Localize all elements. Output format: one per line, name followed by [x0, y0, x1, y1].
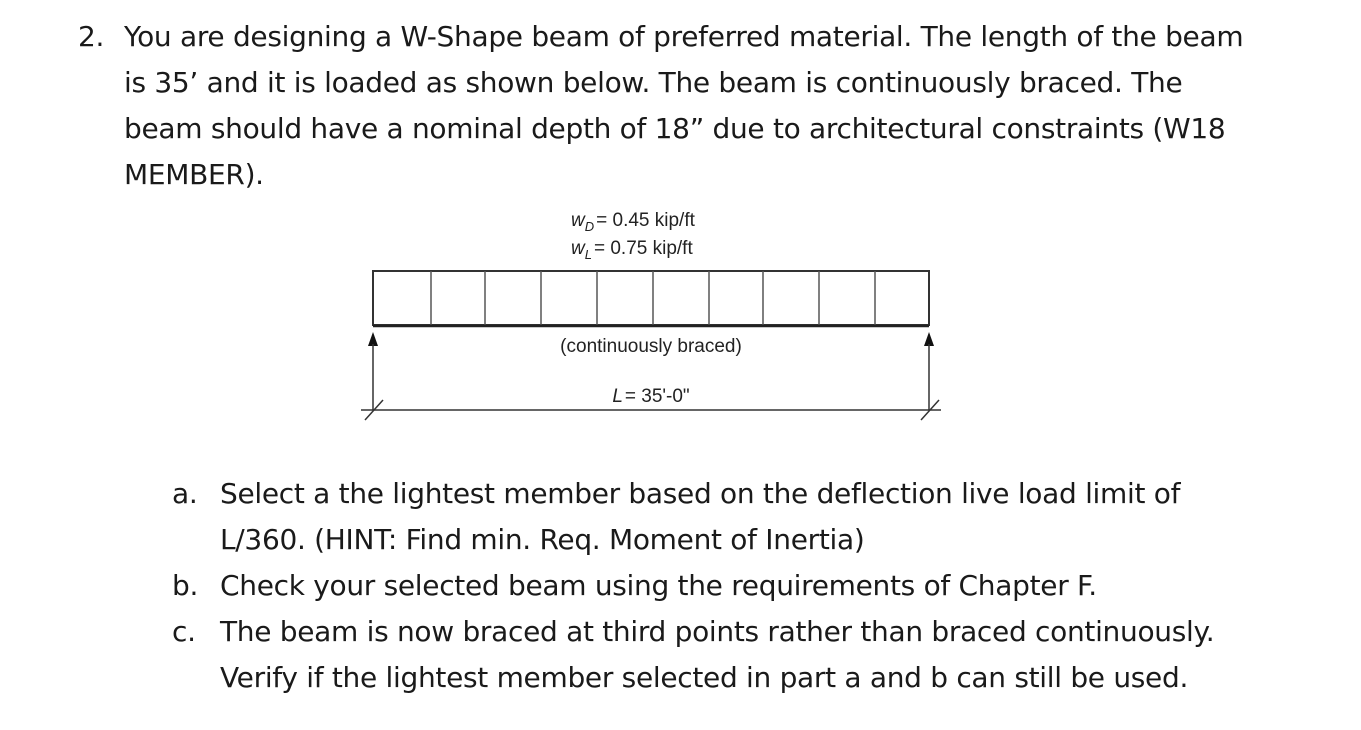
right-support-arrow-icon	[924, 332, 934, 346]
part-c-line-1	[172, 609, 1322, 655]
part-a-text-1: Select a the lightest member based on the deflection live load limit of	[220, 477, 1181, 510]
span-label: L = 35'-0"	[612, 386, 690, 407]
live-load-label: $w_L = 0.75$ kip/ft	[571, 238, 693, 262]
problem-number: 2.	[78, 20, 105, 53]
part-c-text-1: The beam is now braced at third points rather than braced continuously.	[220, 615, 1215, 648]
problem-line-1	[78, 14, 1308, 60]
sub-questions	[172, 471, 1322, 701]
part-a-letter: a.	[172, 477, 198, 510]
part-c-letter: c.	[172, 615, 196, 648]
problem-statement	[78, 14, 1308, 198]
problem-text-1: You are designing a W-Shape beam of preferred material. The length of the beam	[124, 20, 1244, 53]
beam-diagram-svg	[355, 196, 955, 436]
problem-line-2: is 35’ and it is loaded as shown below. The beam is continuously braced. The	[124, 66, 1183, 99]
distributed-load-block	[373, 271, 929, 325]
part-a-line-1	[172, 471, 1322, 517]
part-b-line-1	[172, 563, 1322, 609]
beam-diagram	[355, 196, 955, 436]
dead-load-label: $w_D = 0.45$ kip/ft	[571, 210, 695, 234]
part-b-text-1: Check your selected beam using the requirements of Chapter F.	[220, 569, 1097, 602]
left-support-arrow-icon	[368, 332, 378, 346]
part-b-letter: b.	[172, 569, 199, 602]
problem-line-4: MEMBER).	[124, 158, 264, 191]
part-c-line-2: Verify if the lightest member selected in part a and b can still be used.	[220, 661, 1189, 694]
part-a-line-2: L/360. (HINT: Find min. Req. Moment of Inertia)	[220, 523, 865, 556]
problem-line-3: beam should have a nominal depth of 18” due to architectural constraints (W18	[124, 112, 1226, 145]
bracing-note: (continuously braced)	[560, 336, 742, 357]
load-divisions	[431, 271, 875, 325]
